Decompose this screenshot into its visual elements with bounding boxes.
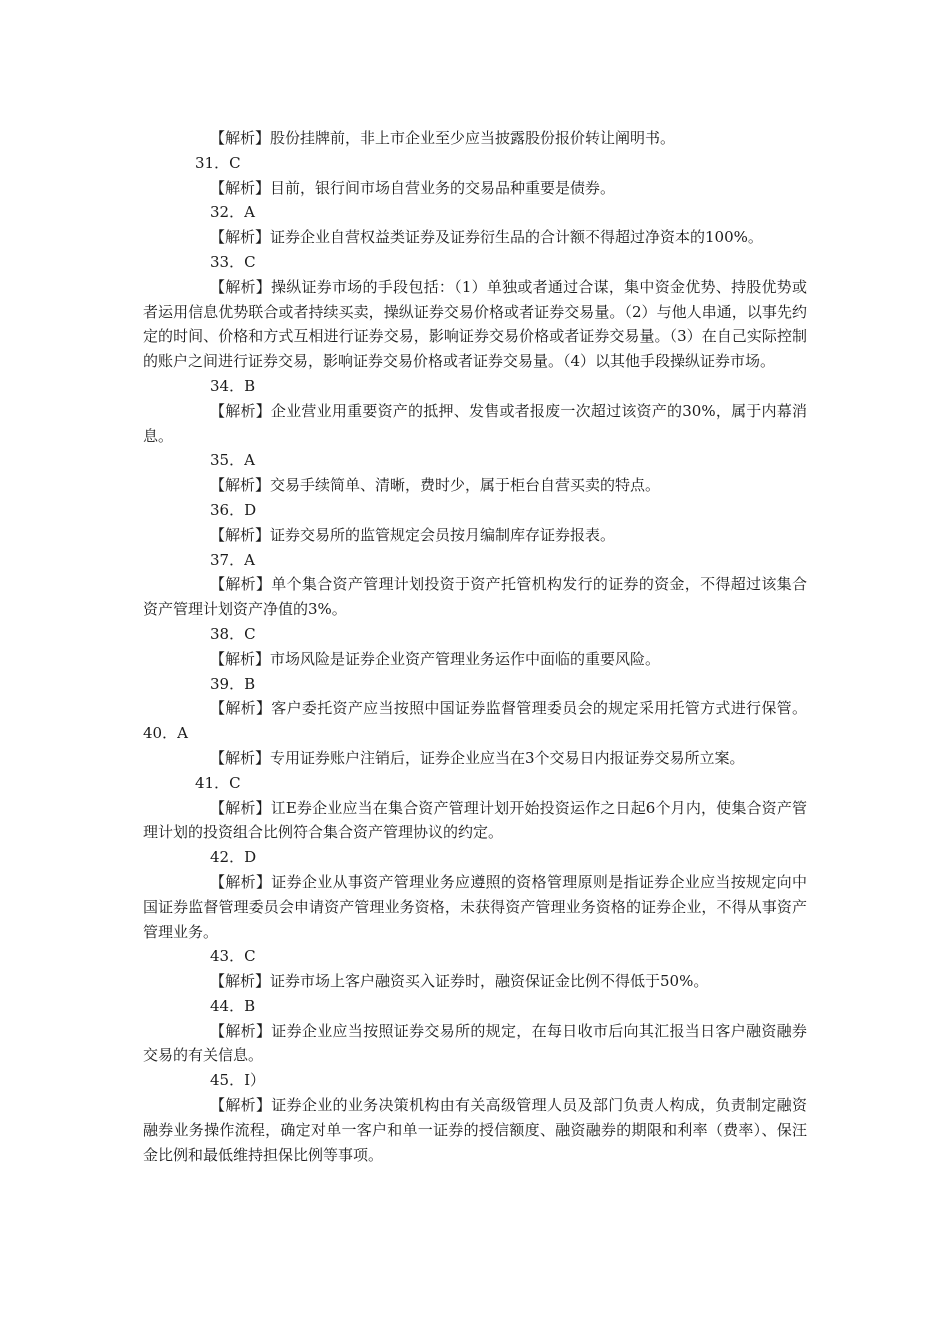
- answer-number: 38．C: [210, 624, 256, 643]
- answer-number: 43．C: [210, 947, 256, 966]
- answer-number: 35．A: [210, 451, 255, 470]
- explanation-text: 【解析】单个集合资产管理计划投资于资产托管机构发行的证券的资金，不得超过该集合资产管理计划资产净值的3%。: [143, 575, 807, 619]
- answer-number: 39．B: [210, 674, 256, 693]
- explanation-text: 【解析】交易手续简单、清晰，费时少，属于柜台自营买卖的特点。: [210, 476, 661, 495]
- explanation-text: 【解析】市场风险是证券企业资产管理业务运作中面临的重要风险。: [210, 649, 661, 668]
- explanation-text: 【解析】证券市场上客户融资买入证券时，融资保证金比例不得低于50%。: [210, 972, 709, 991]
- answer-number: 31．C: [195, 153, 241, 172]
- answer-number: 34．B: [210, 376, 256, 395]
- explanation-text: 【解析】证券企业的业务决策机构由有关高级管理人员及部门负责人构成，负责制定融资融券业务操作流程，确定对单一客户和单一证券的授信额度、融资融券的期限和利率（费率）、保汪金比例和最低维持担保比例等事项。: [143, 1096, 807, 1164]
- explanation-text: 【解析】讧E券企业应当在集合资产管理计划开始投资运作之日起6个月内，使集合资产管理计划的投资组合比例符合集合资产管理协议的约定。: [143, 798, 807, 842]
- answer-number: 41．C: [195, 773, 241, 792]
- answer-number: 42．D: [210, 848, 257, 867]
- answer-number: 44．B: [210, 996, 256, 1015]
- explanation-text: 【解析】操纵证券市场的手段包括：（1）单独或者通过合谋，集中资金优势、持股优势或者运用信息优势联合或者持续买卖，操纵证券交易价格或者证券交易量。（2）与他人串通，以事先约定的时间、价格和方式互相进行证券交易，影响证券交易价格或者证券交易量。（3）在自己实际控制的账户之间进行证券交易，影响证券交易价格或者证券交易量。（4）以其他手段操纵证券市场。: [143, 277, 807, 371]
- explanation-text: 【解析】目前，银行间市场自营业务的交易品种重要是债券。: [210, 178, 616, 197]
- explanation-text: 【解析】客户委托资产应当按照中国证券监督管理委员会的规定采用托管方式进行保管。40．A: [143, 699, 807, 743]
- answer-number: 33．C: [210, 252, 256, 271]
- explanation-text: 【解析】证券企业从事资产管理业务应遵照的资格管理原则是指证券企业应当按规定向中国证券监督管理委员会申请资产管理业务资格，未获得资产管理业务资格的证券企业，不得从事资产管理业务。: [143, 872, 807, 941]
- explanation-text: 【解析】证券企业应当按照证券交易所的规定，在每日收市后向其汇报当日客户融资融券交易的有关信息。: [143, 1021, 807, 1065]
- explanation-text: 【解析】证券交易所的监管规定会员按月编制库存证券报表。: [210, 525, 616, 544]
- answer-number: 45．I）: [210, 1071, 266, 1090]
- answer-number: 37．A: [210, 550, 255, 569]
- answer-key: [143, 126, 807, 1167]
- explanation-text: 【解析】证券企业自营权益类证券及证券衍生品的合计额不得超过净资本的100%。: [210, 228, 763, 247]
- explanation-text: 【解析】企业营业用重要资产的抵押、发售或者报废一次超过该资产的30%，属于内幕消息。: [143, 401, 807, 445]
- answer-number: 36．D: [210, 500, 257, 519]
- explanation-text: 【解析】股份挂牌前，非上市企业至少应当披露股份报价转让阐明书。: [210, 129, 676, 147]
- answer-number: 32．A: [210, 203, 255, 222]
- explanation-text: 【解析】专用证券账户注销后，证券企业应当在3个交易日内报证券交易所立案。: [210, 748, 745, 767]
